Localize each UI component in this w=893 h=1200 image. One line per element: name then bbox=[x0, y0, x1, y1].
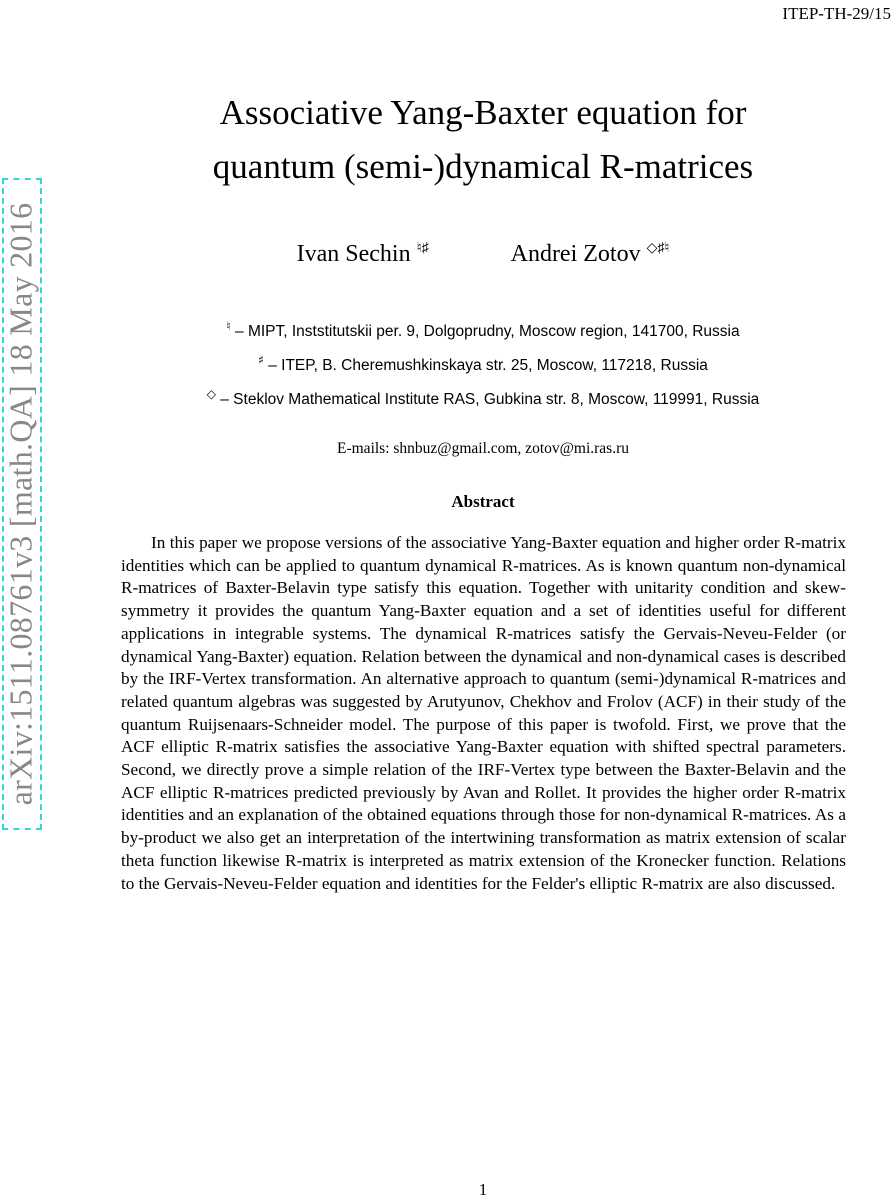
affiliation-mark: ♮ bbox=[226, 319, 231, 333]
affiliation-mipt bbox=[100, 319, 866, 341]
affiliation-text: – Steklov Mathematical Institute RAS, Gubkina str. 8, Moscow, 119991, Russia bbox=[220, 391, 760, 409]
author-sechin bbox=[297, 240, 429, 268]
paper-title bbox=[100, 86, 866, 194]
arxiv-stamp: arXiv:1511.08761v3 [math.QA] 18 May 2016 bbox=[2, 202, 39, 806]
author-name: Andrei Zotov bbox=[510, 241, 641, 267]
page-number: 1 bbox=[478, 1180, 488, 1199]
author-zotov bbox=[511, 240, 670, 268]
affiliation-mark: ♯ bbox=[258, 353, 264, 367]
abstract-heading: Abstract bbox=[451, 492, 515, 511]
abstract-body: In this paper we propose versions of the associative Yang-Baxter equation and higher order R-matrix identities which can be applied to quantum dynamical R-matrices. As is known quantum non-dynamical R-matrices of Baxter-Belavin type satisfy this equation. Together with unitarity condition and skew-symmetry it provides the quantum Yang-Baxter equation and a set of identities useful for different applications in integrable systems. The dynamical R-matrices satisfy the Gervais-Neveu-Felder (or dynamical Yang-Baxter) equation. Relation between the dynamical and non-dynamical cases is described by the IRF-Vertex transformation. An alternative approach to quantum (semi-)dynamical R-matrices and related quantum algebras was suggested by Arutyunov, Chekhov and Frolov (ACF) in their study of the quantum Ruijsenaars-Schneider model. The purpose of this paper is twofold. First, we prove that the ACF elliptic R-matrix satisfies the associative Yang-Baxter equation with shifted spectral parameters. Second, we directly prove a simple relation of the IRF-Vertex type between the Baxter-Belavin and the ACF elliptic R-matrices predicted previously by Avan and Rollet. It provides the higher order R-matrix identities and an explanation of the obtained equations through those for non-dynamical R-matrices. As a by-product we also get an interpretation of the intertwining transformation as matrix extension of scalar theta function likewise R-matrix is interpreted as matrix extension of the Kronecker function. Relations to the Gervais-Neveu-Felder equation and identities for the Felder's elliptic R-matrix are also discussed. bbox=[121, 533, 846, 893]
author-marks: ◇♯♮ bbox=[646, 241, 670, 256]
report-number: ITEP-TH-29/15 bbox=[782, 4, 891, 23]
affiliation-mark: ◇ bbox=[206, 387, 216, 401]
affiliation-text: – ITEP, B. Cheremushkinskaya str. 25, Moscow, 117218, Russia bbox=[268, 357, 708, 375]
author-marks: ♮♯ bbox=[416, 241, 429, 256]
author-name: Ivan Sechin bbox=[296, 241, 411, 267]
author-emails: E-mails: shnbuz@gmail.com, zotov@mi.ras.ru bbox=[337, 440, 629, 457]
title-line-1: Associative Yang-Baxter equation for bbox=[219, 93, 747, 132]
affiliation-itep bbox=[100, 353, 866, 375]
affiliation-steklov bbox=[100, 387, 866, 409]
author-list bbox=[100, 240, 866, 268]
title-line-2: quantum (semi-)dynamical R-matrices bbox=[212, 147, 754, 186]
affiliation-text: – MIPT, Inststitutskii per. 9, Dolgoprudny, Moscow region, 141700, Russia bbox=[235, 323, 740, 341]
